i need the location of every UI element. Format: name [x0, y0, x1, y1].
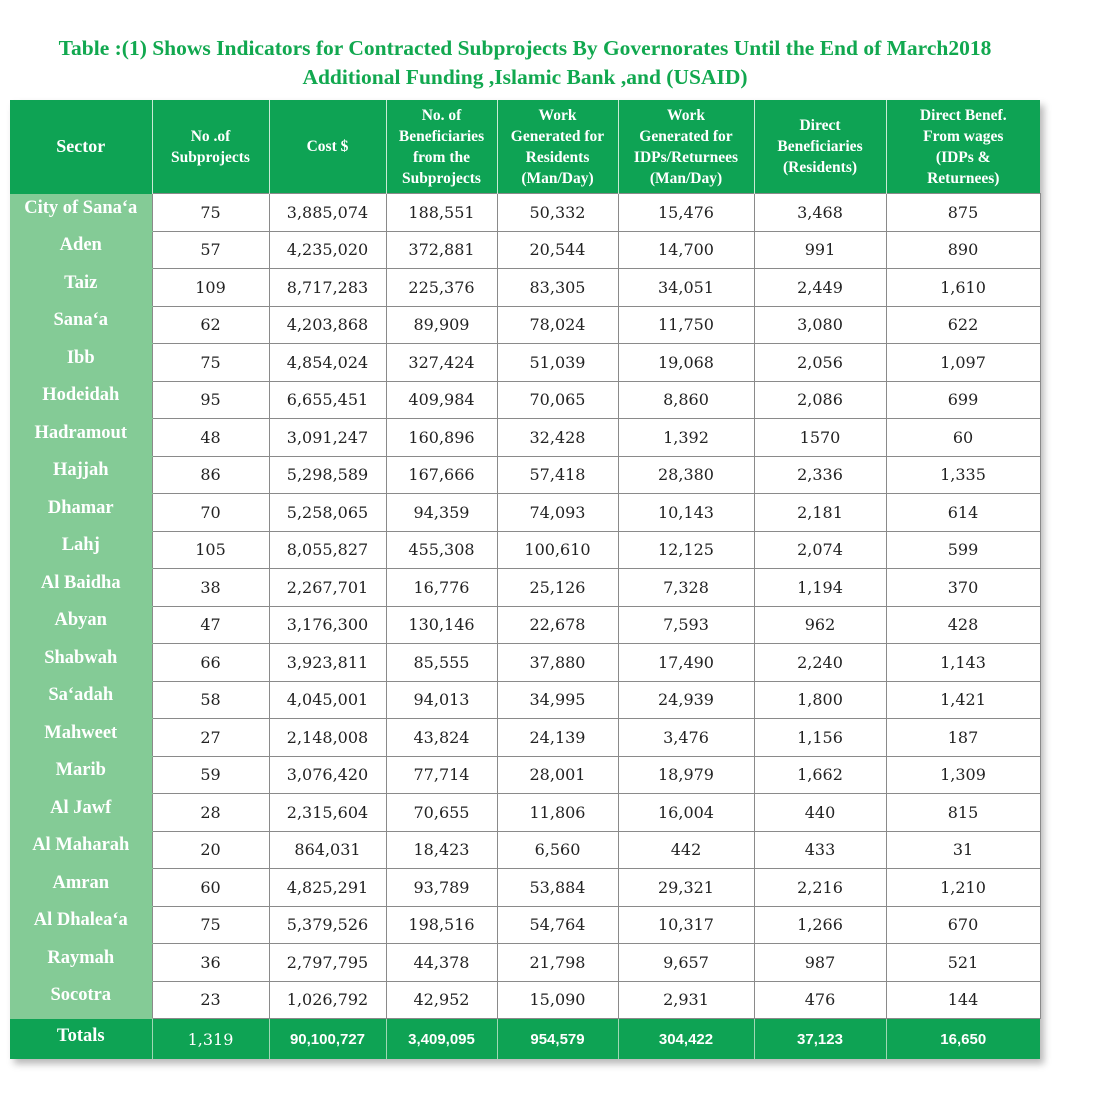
direct-residents-cell: 991	[754, 231, 886, 269]
sector-name: Al Baidha	[40, 572, 121, 593]
total-beneficiaries: 3,409,095	[386, 1019, 497, 1060]
work-idps-cell: 2,931	[618, 981, 754, 1019]
total-direct-wages: 16,650	[886, 1019, 1040, 1060]
cost-cell: 4,235,020	[269, 231, 386, 269]
table-header	[10, 100, 1040, 194]
direct-wages-cell: 1,610	[886, 269, 1040, 307]
title-line-1: Table :(1) Shows Indicators for Contracted Subprojects By Governorates Until the End of March2018	[58, 36, 992, 60]
direct-residents-cell: 1,266	[754, 906, 886, 944]
table-row	[10, 981, 1040, 1019]
table-row	[10, 306, 1040, 344]
header-line: (IDPs &	[935, 148, 991, 166]
work-idps-cell: 12,125	[618, 531, 754, 569]
sector-name: Al Maharah	[32, 835, 130, 856]
work-residents-cell: 11,806	[497, 794, 618, 832]
beneficiaries-cell: 70,655	[386, 794, 497, 832]
cost-cell: 5,258,065	[269, 494, 386, 532]
total-work-idps: 304,422	[618, 1019, 754, 1060]
beneficiaries-cell: 94,013	[386, 681, 497, 719]
work-idps-cell: 24,939	[618, 681, 754, 719]
table-footer	[10, 1019, 1040, 1060]
direct-wages-cell: 622	[886, 306, 1040, 344]
cost-cell: 4,203,868	[269, 306, 386, 344]
direct-wages-cell: 1,421	[886, 681, 1040, 719]
sector-name: Taiz	[64, 272, 98, 293]
work-idps-cell: 34,051	[618, 269, 754, 307]
indicators-table	[10, 100, 1041, 1059]
total-subprojects: 1,319	[152, 1019, 269, 1060]
header-cost: Cost $	[269, 100, 386, 194]
work-residents-cell: 51,039	[497, 344, 618, 382]
table-row	[10, 419, 1040, 457]
cost-cell: 8,717,283	[269, 269, 386, 307]
header-line: Direct Benef.	[919, 106, 1007, 124]
work-idps-cell: 10,143	[618, 494, 754, 532]
table-row	[10, 531, 1040, 569]
subprojects-cell: 57	[152, 231, 269, 269]
header-subprojects	[152, 100, 269, 194]
header-line: IDPs/Returnees	[633, 148, 739, 166]
title-line-2: Additional Funding ,Islamic Bank ,and (USAID)	[302, 65, 748, 89]
sector-name: Sana‘a	[53, 310, 108, 331]
direct-residents-cell: 962	[754, 606, 886, 644]
beneficiaries-cell: 130,146	[386, 606, 497, 644]
subprojects-cell: 28	[152, 794, 269, 832]
table-body	[10, 194, 1040, 1019]
direct-wages-cell: 187	[886, 719, 1040, 757]
beneficiaries-cell: 372,881	[386, 231, 497, 269]
sector-cell	[10, 831, 152, 869]
work-residents-cell: 21,798	[497, 944, 618, 982]
direct-residents-cell: 1,194	[754, 569, 886, 607]
sector-cell	[10, 719, 152, 757]
work-residents-cell: 53,884	[497, 869, 618, 907]
table-row	[10, 381, 1040, 419]
direct-wages-cell: 599	[886, 531, 1040, 569]
work-residents-cell: 15,090	[497, 981, 618, 1019]
sector-name: Hodeidah	[42, 385, 120, 406]
table-row	[10, 606, 1040, 644]
direct-residents-cell: 2,181	[754, 494, 886, 532]
direct-wages-cell: 428	[886, 606, 1040, 644]
sector-cell	[10, 606, 152, 644]
cost-cell: 2,267,701	[269, 569, 386, 607]
table-title	[0, 34, 1050, 92]
direct-residents-cell: 1,156	[754, 719, 886, 757]
subprojects-cell: 59	[152, 756, 269, 794]
work-residents-cell: 34,995	[497, 681, 618, 719]
work-residents-cell: 25,126	[497, 569, 618, 607]
header-sector: Sector	[10, 100, 152, 194]
direct-wages-cell: 370	[886, 569, 1040, 607]
indicators-table-container	[10, 100, 1040, 1059]
sector-name: Ibb	[66, 347, 95, 368]
sector-cell	[10, 906, 152, 944]
direct-wages-cell: 60	[886, 419, 1040, 457]
subprojects-cell: 75	[152, 906, 269, 944]
cost-cell: 8,055,827	[269, 531, 386, 569]
header-line: From wages	[923, 127, 1004, 145]
subprojects-cell: 109	[152, 269, 269, 307]
table-row	[10, 494, 1040, 532]
header-beneficiaries	[386, 100, 497, 194]
header-line: Beneficiaries	[398, 127, 485, 145]
work-idps-cell: 442	[618, 831, 754, 869]
totals-label	[10, 1019, 152, 1060]
cost-cell: 3,923,811	[269, 644, 386, 682]
beneficiaries-cell: 167,666	[386, 456, 497, 494]
cost-cell: 2,148,008	[269, 719, 386, 757]
header-line: (Residents)	[782, 159, 858, 176]
header-line: Direct	[799, 117, 841, 134]
subprojects-cell: 58	[152, 681, 269, 719]
sector-cell	[10, 644, 152, 682]
header-line: (Man/Day)	[521, 169, 594, 187]
subprojects-cell: 38	[152, 569, 269, 607]
subprojects-cell: 47	[152, 606, 269, 644]
subprojects-cell: 75	[152, 194, 269, 232]
sector-name: Amran	[52, 872, 110, 893]
work-residents-cell: 78,024	[497, 306, 618, 344]
sector-name: Al Jawf	[50, 797, 112, 818]
sector-cell	[10, 756, 152, 794]
table-row	[10, 869, 1040, 907]
beneficiaries-cell: 225,376	[386, 269, 497, 307]
work-idps-cell: 16,004	[618, 794, 754, 832]
subprojects-cell: 75	[152, 344, 269, 382]
header-line: (Man/Day)	[649, 169, 723, 187]
sector-name: Lahj	[61, 535, 100, 556]
work-idps-cell: 17,490	[618, 644, 754, 682]
direct-wages-cell: 1,210	[886, 869, 1040, 907]
direct-wages-cell: 670	[886, 906, 1040, 944]
direct-residents-cell: 1,800	[754, 681, 886, 719]
sector-cell	[10, 869, 152, 907]
work-residents-cell: 57,418	[497, 456, 618, 494]
subprojects-cell: 20	[152, 831, 269, 869]
work-idps-cell: 14,700	[618, 231, 754, 269]
table-row	[10, 644, 1040, 682]
subprojects-cell: 48	[152, 419, 269, 457]
sector-name: Abyan	[54, 610, 107, 631]
cost-cell: 3,176,300	[269, 606, 386, 644]
totals-row	[10, 1019, 1040, 1060]
direct-wages-cell: 1,335	[886, 456, 1040, 494]
direct-residents-cell: 2,086	[754, 381, 886, 419]
work-residents-cell: 20,544	[497, 231, 618, 269]
header-work-residents	[497, 100, 618, 194]
direct-residents-cell: 1570	[754, 419, 886, 457]
work-idps-cell: 29,321	[618, 869, 754, 907]
direct-wages-cell: 1,309	[886, 756, 1040, 794]
cost-cell: 5,379,526	[269, 906, 386, 944]
direct-residents-cell: 1,662	[754, 756, 886, 794]
header-row	[10, 100, 1040, 194]
cost-cell: 4,854,024	[269, 344, 386, 382]
sector-name: Sa‘adah	[48, 685, 114, 706]
sector-cell	[10, 569, 152, 607]
header-line: Work	[667, 106, 705, 124]
table-row	[10, 831, 1040, 869]
table-row	[10, 344, 1040, 382]
cost-cell: 3,076,420	[269, 756, 386, 794]
work-idps-cell: 3,476	[618, 719, 754, 757]
header-line: No. of	[421, 106, 462, 124]
table-row	[10, 681, 1040, 719]
sector-name: Al Dhalea‘a	[33, 910, 128, 931]
work-idps-cell: 7,593	[618, 606, 754, 644]
beneficiaries-cell: 188,551	[386, 194, 497, 232]
cost-cell: 2,315,604	[269, 794, 386, 832]
work-residents-cell: 24,139	[497, 719, 618, 757]
beneficiaries-cell: 455,308	[386, 531, 497, 569]
total-work-residents: 954,579	[497, 1019, 618, 1060]
work-idps-cell: 1,392	[618, 419, 754, 457]
cost-cell: 6,655,451	[269, 381, 386, 419]
beneficiaries-cell: 93,789	[386, 869, 497, 907]
direct-residents-cell: 987	[754, 944, 886, 982]
table-row	[10, 269, 1040, 307]
header-line: from the	[413, 148, 470, 166]
header-work-idps	[618, 100, 754, 194]
direct-wages-cell: 875	[886, 194, 1040, 232]
direct-residents-cell: 3,468	[754, 194, 886, 232]
work-residents-cell: 54,764	[497, 906, 618, 944]
sector-name: Raymah	[47, 947, 115, 968]
sector-cell	[10, 194, 152, 232]
work-idps-cell: 7,328	[618, 569, 754, 607]
subprojects-cell: 86	[152, 456, 269, 494]
direct-wages-cell: 614	[886, 494, 1040, 532]
beneficiaries-cell: 409,984	[386, 381, 497, 419]
work-residents-cell: 83,305	[497, 269, 618, 307]
sector-name: Mahweet	[44, 722, 118, 743]
direct-wages-cell: 1,097	[886, 344, 1040, 382]
direct-residents-cell: 2,336	[754, 456, 886, 494]
header-line: Residents	[525, 148, 590, 166]
table-row	[10, 231, 1040, 269]
total-cost: 90,100,727	[269, 1019, 386, 1060]
cost-cell: 4,045,001	[269, 681, 386, 719]
sector-cell	[10, 944, 152, 982]
beneficiaries-cell: 198,516	[386, 906, 497, 944]
header-line: Subprojects	[402, 169, 481, 187]
direct-residents-cell: 476	[754, 981, 886, 1019]
beneficiaries-cell: 327,424	[386, 344, 497, 382]
sector-name: Hadramout	[34, 422, 127, 443]
subprojects-cell: 27	[152, 719, 269, 757]
sector-name: City of Sana‘a	[24, 197, 138, 218]
header-line: Work	[538, 106, 577, 124]
header-line: Beneficiaries	[777, 138, 863, 155]
sector-cell	[10, 981, 152, 1019]
work-idps-cell: 10,317	[618, 906, 754, 944]
subprojects-cell: 62	[152, 306, 269, 344]
subprojects-cell: 105	[152, 531, 269, 569]
direct-wages-cell: 1,143	[886, 644, 1040, 682]
subprojects-cell: 60	[152, 869, 269, 907]
direct-residents-cell: 440	[754, 794, 886, 832]
sector-cell	[10, 794, 152, 832]
work-residents-cell: 28,001	[497, 756, 618, 794]
beneficiaries-cell: 85,555	[386, 644, 497, 682]
work-residents-cell: 50,332	[497, 194, 618, 232]
header-line: Generated for	[510, 127, 605, 145]
cost-cell: 1,026,792	[269, 981, 386, 1019]
direct-residents-cell: 2,449	[754, 269, 886, 307]
direct-residents-cell: 2,074	[754, 531, 886, 569]
work-idps-cell: 15,476	[618, 194, 754, 232]
direct-residents-cell: 2,216	[754, 869, 886, 907]
sector-name: Shabwah	[44, 647, 118, 668]
direct-residents-cell: 3,080	[754, 306, 886, 344]
direct-wages-cell: 31	[886, 831, 1040, 869]
work-idps-cell: 19,068	[618, 344, 754, 382]
table-row	[10, 794, 1040, 832]
beneficiaries-cell: 42,952	[386, 981, 497, 1019]
table-row	[10, 194, 1040, 232]
beneficiaries-cell: 94,359	[386, 494, 497, 532]
sector-cell	[10, 681, 152, 719]
total-direct-residents: 37,123	[754, 1019, 886, 1060]
work-idps-cell: 18,979	[618, 756, 754, 794]
subprojects-cell: 95	[152, 381, 269, 419]
direct-residents-cell: 2,240	[754, 644, 886, 682]
subprojects-cell: 36	[152, 944, 269, 982]
header-direct-wages	[886, 100, 1040, 194]
work-residents-cell: 100,610	[497, 531, 618, 569]
subprojects-cell: 66	[152, 644, 269, 682]
subprojects-cell: 70	[152, 494, 269, 532]
sector-name: Dhamar	[47, 497, 114, 518]
work-residents-cell: 22,678	[497, 606, 618, 644]
work-residents-cell: 74,093	[497, 494, 618, 532]
sector-cell	[10, 494, 152, 532]
direct-wages-cell: 815	[886, 794, 1040, 832]
work-residents-cell: 6,560	[497, 831, 618, 869]
beneficiaries-cell: 43,824	[386, 719, 497, 757]
sector-name: Socotra	[50, 985, 112, 1006]
direct-residents-cell: 433	[754, 831, 886, 869]
cost-cell: 5,298,589	[269, 456, 386, 494]
work-idps-cell: 11,750	[618, 306, 754, 344]
direct-wages-cell: 699	[886, 381, 1040, 419]
work-residents-cell: 70,065	[497, 381, 618, 419]
sector-name: Hajjah	[53, 460, 109, 481]
work-residents-cell: 32,428	[497, 419, 618, 457]
work-idps-cell: 8,860	[618, 381, 754, 419]
work-idps-cell: 28,380	[618, 456, 754, 494]
beneficiaries-cell: 89,909	[386, 306, 497, 344]
table-row	[10, 906, 1040, 944]
beneficiaries-cell: 18,423	[386, 831, 497, 869]
direct-residents-cell: 2,056	[754, 344, 886, 382]
table-row	[10, 719, 1040, 757]
subprojects-cell: 23	[152, 981, 269, 1019]
direct-wages-cell: 890	[886, 231, 1040, 269]
sector-name: Marib	[55, 760, 106, 781]
sector-cell	[10, 344, 152, 382]
sector-cell	[10, 306, 152, 344]
sector-cell	[10, 456, 152, 494]
direct-wages-cell: 144	[886, 981, 1040, 1019]
header-line: Generated for	[639, 127, 733, 145]
cost-cell: 3,091,247	[269, 419, 386, 457]
sector-cell	[10, 531, 152, 569]
header-direct-residents	[754, 100, 886, 194]
table-row	[10, 944, 1040, 982]
beneficiaries-cell: 160,896	[386, 419, 497, 457]
cost-cell: 3,885,074	[269, 194, 386, 232]
table-row	[10, 756, 1040, 794]
sector-name: Aden	[59, 235, 102, 256]
totals-label-text: Totals	[56, 1025, 105, 1046]
cost-cell: 2,797,795	[269, 944, 386, 982]
cost-cell: 4,825,291	[269, 869, 386, 907]
sector-cell	[10, 419, 152, 457]
header-line: No .of	[190, 127, 231, 145]
beneficiaries-cell: 77,714	[386, 756, 497, 794]
sector-cell	[10, 381, 152, 419]
sector-cell	[10, 231, 152, 269]
direct-wages-cell: 521	[886, 944, 1040, 982]
sector-cell	[10, 269, 152, 307]
header-line: Subprojects	[171, 148, 250, 166]
cost-cell: 864,031	[269, 831, 386, 869]
header-line: Returnees)	[927, 169, 1000, 187]
beneficiaries-cell: 16,776	[386, 569, 497, 607]
work-idps-cell: 9,657	[618, 944, 754, 982]
table-row	[10, 456, 1040, 494]
beneficiaries-cell: 44,378	[386, 944, 497, 982]
work-residents-cell: 37,880	[497, 644, 618, 682]
table-row	[10, 569, 1040, 607]
